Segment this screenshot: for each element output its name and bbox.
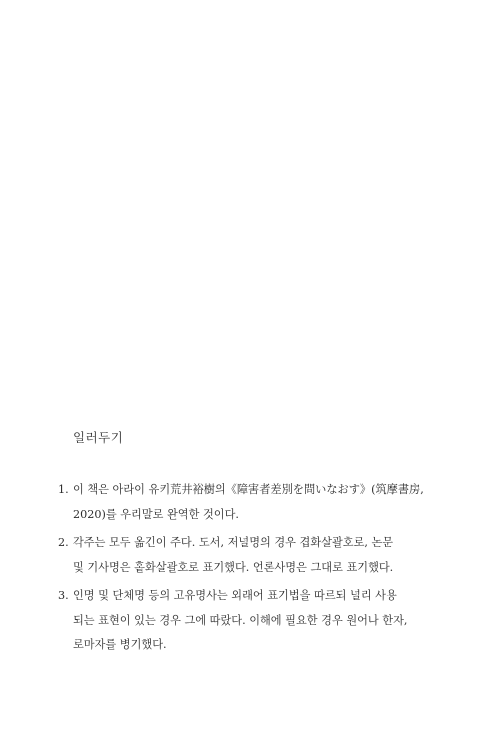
note-number: 3. (58, 589, 69, 602)
section-heading: 일러두기 (73, 430, 124, 445)
note-item-3 (58, 584, 458, 658)
note-line: 이 책은 아라이 유키荒井裕樹의《障害者差別を問いなおす》(筑摩書房, (73, 483, 424, 496)
note-line: 인명 및 단체명 등의 고유명사는 외래어 표기법을 따르되 널리 사용 (73, 589, 397, 602)
note-line: 로마자를 병기했다. (73, 638, 167, 651)
note-text (73, 584, 458, 658)
note-text (73, 478, 458, 527)
note-item-2 (58, 531, 458, 580)
note-number: 1. (58, 483, 69, 496)
notes-list (58, 478, 458, 662)
note-line: 각주는 모두 옮긴이 주다. 도서, 저널명의 경우 겹화살괄호로, 논문 (73, 536, 394, 549)
note-item-1 (58, 478, 458, 527)
note-text (73, 531, 458, 580)
note-number: 2. (58, 536, 69, 549)
note-line: 및 기사명은 홑화살괄호로 표기했다. 언론사명은 그대로 표기했다. (73, 560, 394, 574)
note-line: 되는 표현이 있는 경우 그에 따랐다. 이해에 필요한 경우 원어나 한자, (73, 613, 408, 627)
note-line: 2020)를 우리말로 완역한 것이다. (73, 507, 239, 521)
